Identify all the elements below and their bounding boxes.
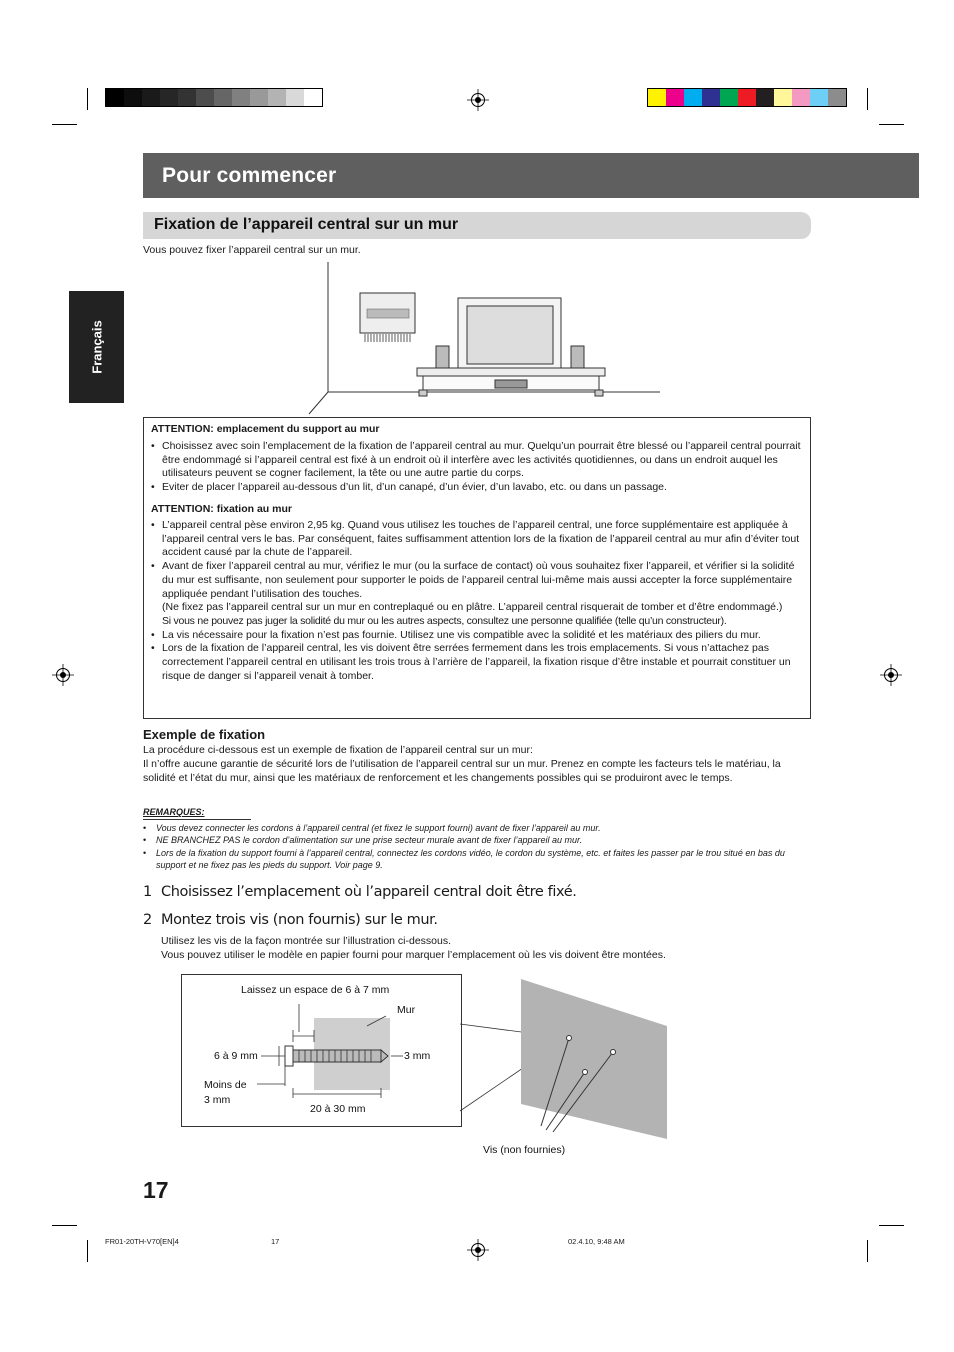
- language-tab-label: Français: [89, 320, 104, 374]
- attention-fixation-heading: ATTENTION: fixation au mur: [151, 503, 292, 515]
- list-item-note: Si vous ne pouvez pas juger la solidité du mur ou les autres aspects, consultez une personne qualifiée (telle qu’un constructeur).: [162, 614, 727, 627]
- calibration-swatch: [196, 89, 214, 106]
- list-item: • Choisissez avec soin l’emplacement de la fixation de l’appareil central au mur. Quelqu’un pourrait être blessé ou l’appareil central pourrait être endommagé si l’appareil central est fixé à un endroit où il interfère avec les activités quotidiennes, ou dans un endroit auquel les utilisateurs peuvent se cogner facilement, la tête ou une autre partie du corps.: [151, 440, 805, 481]
- list-item: [151, 560, 805, 629]
- list-item: • Lors de la fixation du support fourni à l’appareil central, connectez les cordons vidéo, le cordon du système, etc. et faites les passer par le trou situé en bas du support et ne fixez pas les pieds du support. Voir page 9.: [143, 847, 815, 872]
- attention-box: [143, 417, 811, 719]
- calibration-swatch: [106, 89, 124, 106]
- intro-text: Vous pouvez fixer l’appareil central sur un mur.: [143, 244, 361, 256]
- step-text: Montez trois vis (non fournis) sur le mur.: [161, 912, 438, 928]
- section-title: Fixation de l’appareil central sur un mur: [154, 216, 459, 233]
- list-item-text: Avant de fixer l’appareil central au mur, vérifiez le mur (ou la surface de contact) où vous souhaitez fixer l’appareil, et vérifier si la solidité du mur est suffisante, non seulement pour supporter le poids de l’appareil central lui-même mais aussi accepter la force supplémentaire appliquée pendant l’utilisation des touches.: [162, 560, 795, 600]
- calibration-swatch: [304, 89, 322, 106]
- calibration-swatch: [250, 89, 268, 106]
- less-than-label-line: Moins de: [204, 1079, 247, 1091]
- head-size-label: 6 à 9 mm: [214, 1050, 258, 1062]
- page-header: [143, 153, 919, 198]
- list-item: • L’appareil central pèse environ 2,95 kg. Quand vous utilisez les touches de l’appareil central, une force supplémentaire est appliquée à l’appareil central vers le bas. Par conséquent, faites suffisamment attention lors de la fixation de l’appareil central au mur afin d’éviter tout accident causé par la chute de l’appareil.: [151, 519, 805, 560]
- calibration-swatch: [684, 89, 702, 106]
- calibration-swatch: [738, 89, 756, 106]
- gray-calibration-bar: [105, 88, 323, 107]
- calibration-swatch: [828, 89, 846, 106]
- list-item: • La vis nécessaire pour la fixation n’est pas fournie. Utilisez une vis compatible avec la solidité et les matériaux des piliers du mur.: [151, 629, 805, 643]
- registration-mark-icon: [880, 664, 902, 686]
- step-2-detail-2: Vous pouvez utiliser le modèle en papier fourni pour marquer l’emplacement où les vis doivent être montées.: [161, 949, 666, 961]
- list-item: • Vous devez connecter les cordons à l’appareil central (et fixez le support fourni) avant de fixer l’appareil au mur.: [143, 822, 815, 834]
- remarks-underline: [143, 819, 251, 820]
- screws-label: Vis (non fournies): [483, 1144, 566, 1156]
- calibration-swatch: [792, 89, 810, 106]
- attention-support-list: [151, 440, 805, 495]
- calibration-swatch: [702, 89, 720, 106]
- remarks-list: [143, 822, 815, 872]
- registration-mark-icon: [467, 89, 489, 111]
- screw-diagram: [181, 974, 681, 1154]
- step-2: [143, 912, 438, 928]
- less-than-label: [204, 1078, 247, 1108]
- calibration-swatch: [268, 89, 286, 106]
- calibration-swatch: [286, 89, 304, 106]
- gap-label: Laissez un espace de 6 à 7 mm: [241, 984, 390, 996]
- calibration-swatch: [666, 89, 684, 106]
- footer-date: 02.4.10, 9:48 AM: [568, 1237, 625, 1246]
- step-number: 2: [143, 912, 152, 928]
- page-title: Pour commencer: [162, 164, 337, 187]
- length-label: 20 à 30 mm: [310, 1103, 366, 1115]
- section-header: [143, 212, 811, 239]
- step-1: [143, 884, 576, 900]
- calibration-swatch: [720, 89, 738, 106]
- calibration-swatch: [774, 89, 792, 106]
- remarks-heading: REMARQUES:: [143, 807, 205, 817]
- wall-mount-illustration: [305, 262, 665, 416]
- list-item-note: (Ne fixez pas l’appareil central sur un mur en contreplaqué ou en plâtre. L’appareil central risquerait de tomber et d’être endommagé.): [162, 601, 783, 614]
- attention-support-heading: ATTENTION: emplacement du support au mur: [151, 423, 380, 435]
- list-item: • Lors de la fixation de l’appareil central, les vis doivent être serrées fermement dans les trois emplacements. Si vous n’attachez pas correctement l’appareil central en utilisant les trois trous à l’arrière de l’appareil, la fixation risque d’être instable et pourrait constituer un risque de danger si l’appareil venait à tomber.: [151, 642, 805, 683]
- color-calibration-bar: [647, 88, 847, 107]
- calibration-swatch: [142, 89, 160, 106]
- page-number: 17: [143, 1177, 169, 1203]
- list-item: • NE BRANCHEZ PAS le cordon d’alimentation sur une prise secteur murale avant de fixer l’appareil au mur.: [143, 834, 815, 846]
- calibration-swatch: [124, 89, 142, 106]
- registration-mark-icon: [467, 1239, 489, 1261]
- example-line-1: La procédure ci-dessous est un exemple de fixation de l’appareil central sur un mur:: [143, 744, 533, 756]
- calibration-swatch: [810, 89, 828, 106]
- language-tab: [69, 291, 124, 403]
- step-number: 1: [143, 884, 152, 900]
- calibration-swatch: [648, 89, 666, 106]
- calibration-swatch: [232, 89, 250, 106]
- step-2-detail-1: Utilisez les vis de la façon montrée sur l’illustration ci-dessous.: [161, 935, 452, 947]
- step-text: Choisissez l’emplacement où l’appareil central doit être fixé.: [161, 884, 577, 900]
- wall-label: Mur: [397, 1004, 416, 1016]
- calibration-swatch: [178, 89, 196, 106]
- thread-size-label: 3 mm: [404, 1050, 431, 1062]
- less-than-label-line: 3 mm: [204, 1094, 231, 1106]
- calibration-swatch: [756, 89, 774, 106]
- registration-mark-icon: [52, 664, 74, 686]
- example-heading: Exemple de fixation: [143, 727, 266, 742]
- example-line-2: Il n’offre aucune garantie de sécurité lors de l’utilisation de l’appareil central sur un mur. Prenez en compte les facteurs tels le matériau, la solidité et l’état du mur, ainsi que les matériaux de renforcement et les changements possibles qui se produiront avec le temps.: [143, 758, 781, 784]
- attention-fixation-list: [151, 519, 805, 683]
- calibration-swatch: [214, 89, 232, 106]
- footer-file: FR01-20TH-V70[EN]4: [105, 1237, 179, 1246]
- calibration-swatch: [160, 89, 178, 106]
- list-item: • Eviter de placer l’appareil au-dessous d’un lit, d’un canapé, d’un évier, d’un lavabo, etc. ou dans un passage.: [151, 481, 805, 495]
- footer-page: 17: [271, 1237, 280, 1246]
